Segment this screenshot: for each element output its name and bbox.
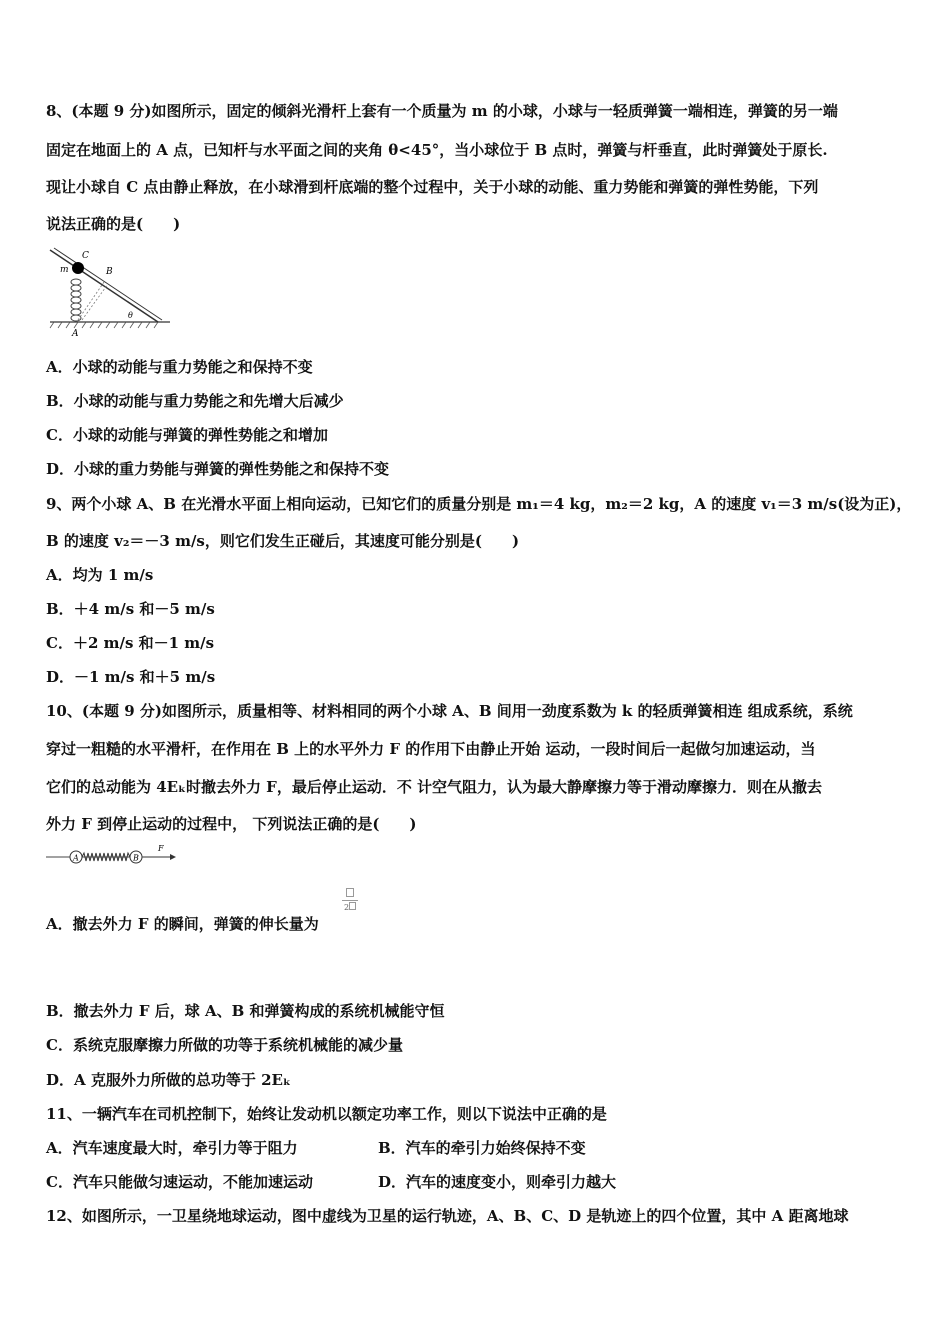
q9-option-d: D．－1 m/s 和＋5 m/s <box>46 668 216 686</box>
q11-option-d: D．汽车的速度变小，则牵引力越大 <box>378 1173 617 1191</box>
q10-option-c: C．系统克服摩擦力所做的功等于系统机械能的减少量 <box>46 1036 403 1054</box>
ball-b-label: B <box>133 853 139 863</box>
label-b: B <box>106 267 113 277</box>
label-theta: θ <box>128 311 133 320</box>
q10-option-b: B．撤去外力 F 后，球 A、B 和弹簧构成的系统机械能守恒 <box>46 1002 445 1020</box>
q9-option-c: C．＋2 m/s 和－1 m/s <box>46 634 215 652</box>
q8-line-3: 现让小球自 C 点由静止释放，在小球滑到杆底端的整个过程中，关于小球的动能、重力势能和弹簧的弹性势能，下列 <box>46 178 819 196</box>
q8-option-c: C．小球的动能与弹簧的弹性势能之和增加 <box>46 426 328 444</box>
q8-figure <box>46 246 176 338</box>
label-m: m <box>60 265 69 275</box>
q11-option-a: A．汽车速度最大时，牵引力等于阻力 <box>46 1139 298 1157</box>
q10-option-d: D．A 克服外力所做的总功等于 2Eₖ <box>46 1071 291 1089</box>
label-a: A <box>72 329 79 338</box>
q8-option-b: B．小球的动能与重力势能之和先增大后减少 <box>46 392 344 410</box>
q10-line-4: 外力 F 到停止运动的过程中， 下列说法正确的是( ) <box>46 815 417 833</box>
q9-option-a: A．均为 1 m/s <box>46 566 154 584</box>
q11-option-b: B．汽车的牵引力始终保持不变 <box>378 1139 586 1157</box>
q8-option-a: A．小球的动能与重力势能之和保持不变 <box>46 358 313 376</box>
q8-line-2: 固定在地面上的 A 点，已知杆与水平面之间的夹角 θ<45°，当小球位于 B 点时，弹簧与杆垂直，此时弹簧处于原长. <box>46 141 828 159</box>
q10-line-1: 10、(本题 9 分)如图所示，质量相等、材料相同的两个小球 A、B 间用一劲度系数为 k 的轻质弹簧相连 组成系统，系统 <box>46 702 853 720</box>
ball-a-label: A <box>73 853 79 863</box>
q10-line-2: 穿过一粗糙的水平滑杆，在作用在 B 上的水平外力 F 的作用下由静止开始 运动，一段时间后一起做匀加速运动，当 <box>46 740 816 758</box>
label-c: C <box>82 251 89 261</box>
q10-option-a: A．撤去外力 F 的瞬间，弹簧的伸长量为 <box>46 915 319 933</box>
q9-option-b: B．＋4 m/s 和－5 m/s <box>46 600 215 618</box>
fraction-placeholder: 2 <box>340 888 360 912</box>
q8-line-4: 说法正确的是( ) <box>46 215 181 233</box>
force-label: F <box>158 844 164 853</box>
q8-line-1: 8、(本题 9 分)如图所示，固定的倾斜光滑杆上套有一个质量为 m 的小球，小球与一轻质弹簧一端相连，弹簧的另一端 <box>46 102 838 120</box>
q9-line-1: 9、两个小球 A、B 在光滑水平面上相向运动，已知它们的质量分别是 m₁＝4 kg，m₂＝2 kg，A 的速度 v₁＝3 m/s(设为正)， <box>46 495 912 513</box>
q9-line-2: B 的速度 v₂＝－3 m/s，则它们发生正碰后，其速度可能分别是( ) <box>46 532 520 550</box>
q11-stem: 11、一辆汽车在司机控制下，始终让发动机以额定功率工作，则以下说法中正确的是 <box>46 1105 607 1123</box>
q10-line-3: 它们的总动能为 4Eₖ时撤去外力 F，最后停止运动．不 计空气阻力，认为最大静摩擦力等于滑动摩擦力．则在从撤去 <box>46 778 823 796</box>
q8-option-d: D．小球的重力势能与弹簧的弹性势能之和保持不变 <box>46 460 390 478</box>
q12-line-1: 12、如图所示，一卫星绕地球运动，图中虚线为卫星的运行轨迹，A、B、C、D 是轨迹上的四个位置，其中 A 距离地球 <box>46 1207 849 1225</box>
q10-figure <box>46 843 178 865</box>
q11-option-c: C．汽车只能做匀速运动，不能加速运动 <box>46 1173 313 1191</box>
